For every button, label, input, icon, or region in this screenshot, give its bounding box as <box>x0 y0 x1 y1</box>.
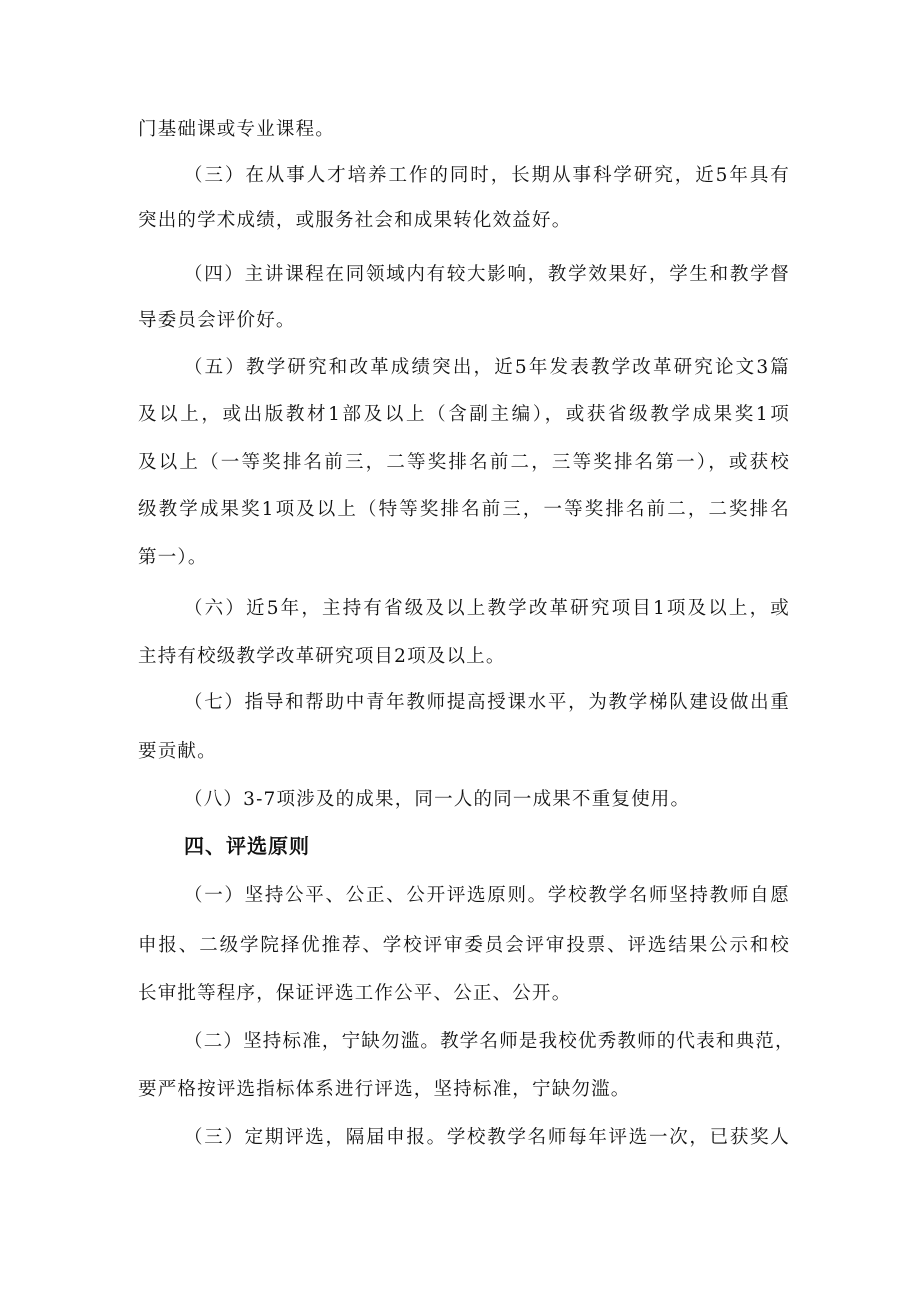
paragraph-line: 级教学成果奖1项及以上（特等奖排名前三，一等奖排名前二，二奖排名 <box>138 499 790 520</box>
paragraph-line: 要严格按评选指标体系进行评选，坚持标准，宁缺勿滥。 <box>138 1079 631 1100</box>
paragraph-line: （六）近5年，主持有省级及以上教学改革研究项目1项及以上，或 <box>184 598 790 619</box>
paragraph-line: 申报、二级学院择优推荐、学校评审委员会评审投票、评选结果公示和校 <box>138 935 790 956</box>
paragraph-line: （三）定期评选，隔届申报。学校教学名师每年评选一次，已获奖人 <box>184 1127 790 1148</box>
paragraph-line: （七）指导和帮助中青年教师提高授课水平，为教学梯队建设做出重 <box>184 692 790 713</box>
paragraph-line: 第一）。 <box>138 547 208 568</box>
paragraph-line: 突出的学术成绩，或服务社会和成果转化效益好。 <box>138 210 572 231</box>
paragraph-line: 及以上，或出版教材1部及以上（含副主编），或获省级教学成果奖1项 <box>138 404 790 425</box>
paragraph-line: 主持有校级教学改革研究项目2项及以上。 <box>138 646 506 667</box>
paragraph-line: （五）教学研究和改革成绩突出，近5年发表教学改革研究论文3篇 <box>184 357 790 378</box>
paragraph-line: （二）坚持标准，宁缺勿滥。教学名师是我校优秀教师的代表和典范， <box>184 1031 795 1052</box>
paragraph-line: （一）坚持公平、公正、公开评选原则。学校教学名师坚持教师自愿 <box>184 885 790 906</box>
paragraph-line: 长审批等程序，保证评选工作公平、公正、公开。 <box>138 983 572 1004</box>
paragraph-line: （八）3-7项涉及的成果，同一人的同一成果不重复使用。 <box>184 789 691 810</box>
section-heading: 四、评选原则 <box>184 834 310 858</box>
paragraph-line: （四）主讲课程在同领域内有较大影响，教学效果好，学生和教学督 <box>184 264 790 285</box>
paragraph-line: 要贡献。 <box>138 741 217 762</box>
paragraph-line: 导委员会评价好。 <box>138 310 296 331</box>
paragraph-line: 门基础课或专业课程。 <box>138 119 336 140</box>
paragraph-line: 及以上（一等奖排名前三，二等奖排名前二，三等奖排名第一），或获校 <box>138 452 790 473</box>
paragraph-line: （三）在从事人才培养工作的同时，长期从事科学研究，近5年具有 <box>184 165 790 186</box>
